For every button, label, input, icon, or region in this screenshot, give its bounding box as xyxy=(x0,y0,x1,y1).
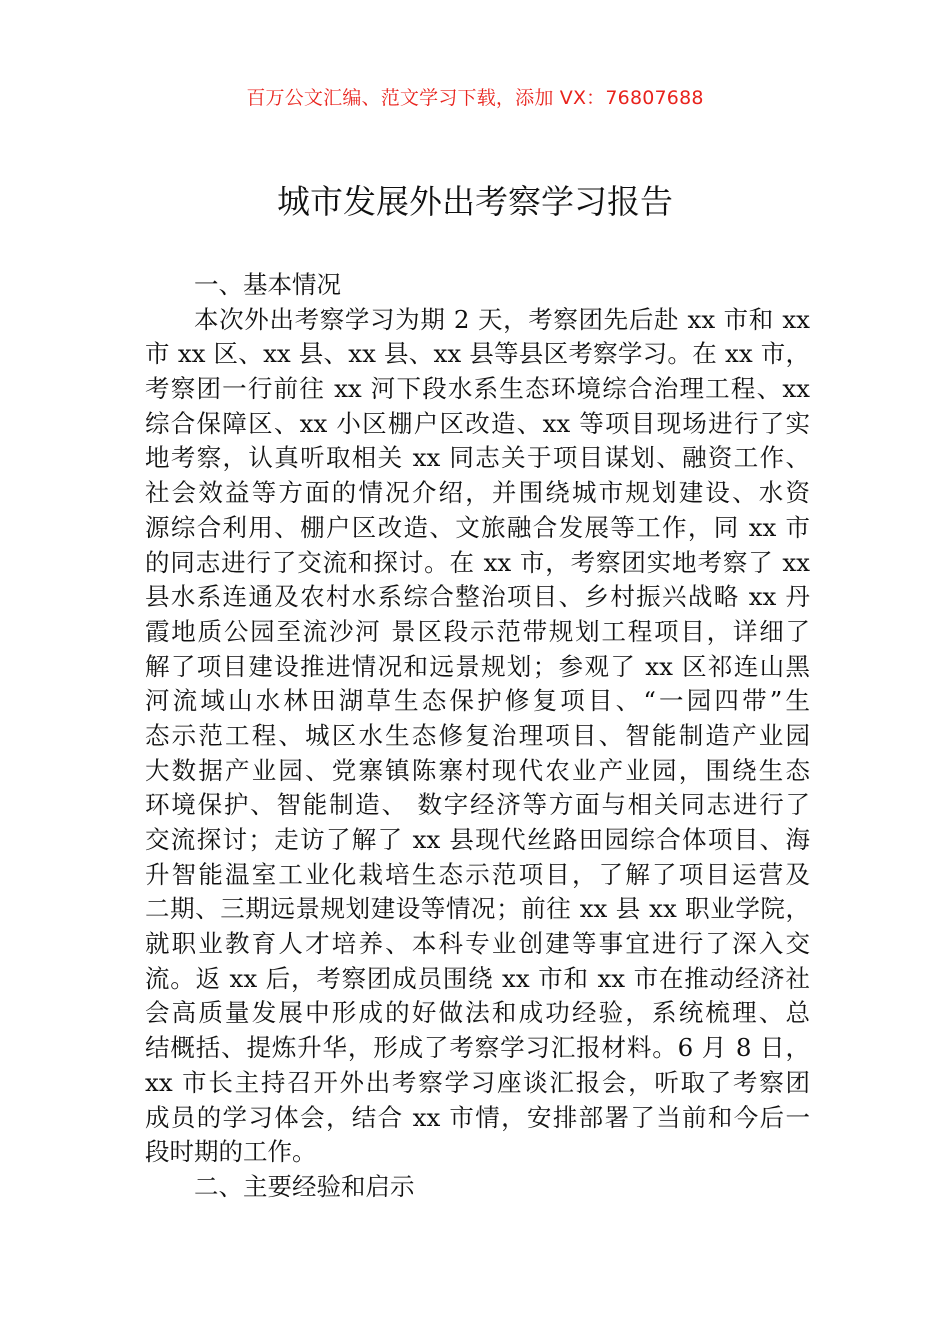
paragraph-line: 解了项目建设推进情况和远景规划；参观了 xx 区祁连山黑 xyxy=(145,651,810,681)
paragraph-line: 社会效益等方面的情况介绍，并围绕城市规划建设、水资 xyxy=(145,478,810,508)
paragraph-line: 环境保护、智能制造、 数字经济等方面与相关同志进行了 xyxy=(145,790,810,820)
section-paragraph xyxy=(145,303,810,1170)
paragraph-line: 态示范工程、城区水生态修复治理项目、智能制造产业园 xyxy=(145,720,810,750)
section-heading-basic-situation: 一、基本情况 xyxy=(194,270,341,299)
paragraph-line: xx 市长主持召开外出考察学习座谈汇报会，听取了考察团 xyxy=(145,1067,810,1097)
paragraph-line: 源综合利用、棚户区改造、文旅融合发展等工作，同 xx 市 xyxy=(145,512,810,542)
paragraph-line: 升智能温室工业化栽培生态示范项目，了解了项目运营及 xyxy=(145,859,810,889)
paragraph-line: 县水系连通及农村水系综合整治项目、乡村振兴战略 xx 丹 xyxy=(145,582,810,612)
paragraph-line: 大数据产业园、党寨镇陈寨村现代农业产业园，围绕生态 xyxy=(145,755,810,785)
paragraph-line: 成员的学习体会，结合 xx 市情，安排部署了当前和今后一 xyxy=(145,1102,810,1132)
document-title: 城市发展外出考察学习报告 xyxy=(277,182,673,221)
paragraph-line: 市 xx 区、xx 县、xx 县、xx 县等县区考察学习。在 xx 市， xyxy=(145,339,810,369)
paragraph-line: 霞地质公园至流沙河 景区段示范带规划工程项目，详细了 xyxy=(145,616,810,646)
paragraph-line: 交流探讨；走访了解了 xx 县现代丝路田园综合体项目、海 xyxy=(145,825,810,855)
paragraph-line: 河流域山水林田湖草生态保护修复项目、“一园四带”生 xyxy=(145,686,810,716)
document-body xyxy=(145,268,810,1205)
paragraph-line: 会高质量发展中形成的好做法和成功经验，系统梳理、总 xyxy=(145,998,810,1028)
paragraph-line: 流。返 xx 后，考察团成员围绕 xx 市和 xx 市在推动经济社 xyxy=(145,963,810,993)
paragraph-line: 段时期的工作。 xyxy=(145,1137,317,1167)
header-promo-note: 百万公文汇编、范文学习下载，添加 VX：76807688 xyxy=(246,87,704,109)
paragraph-line: 考察团一行前往 xx 河下段水系生态环境综合治理工程、xx xyxy=(145,374,810,404)
paragraph-line: 就职业教育人才培养、本科专业创建等事宜进行了深入交 xyxy=(145,929,810,959)
section-heading-experience: 二、主要经验和启示 xyxy=(194,1171,415,1201)
paragraph-line: 结概括、提炼升华，形成了考察学习汇报材料。6 月 8 日， xyxy=(145,1033,810,1063)
paragraph-line: 的同志进行了交流和探讨。在 xx 市，考察团实地考察了 xx xyxy=(145,547,810,577)
paragraph-line: 地考察，认真听取相关 xx 同志关于项目谋划、融资工作、 xyxy=(145,443,810,473)
paragraph-line: 本次外出考察学习为期 2 天，考察团先后赴 xx 市和 xx xyxy=(194,304,810,334)
paragraph-line: 二期、三期远景规划建设等情况；前往 xx 县 xx 职业学院， xyxy=(145,894,810,924)
paragraph-line: 综合保障区、xx 小区棚户区改造、xx 等项目现场进行了实 xyxy=(145,408,810,438)
